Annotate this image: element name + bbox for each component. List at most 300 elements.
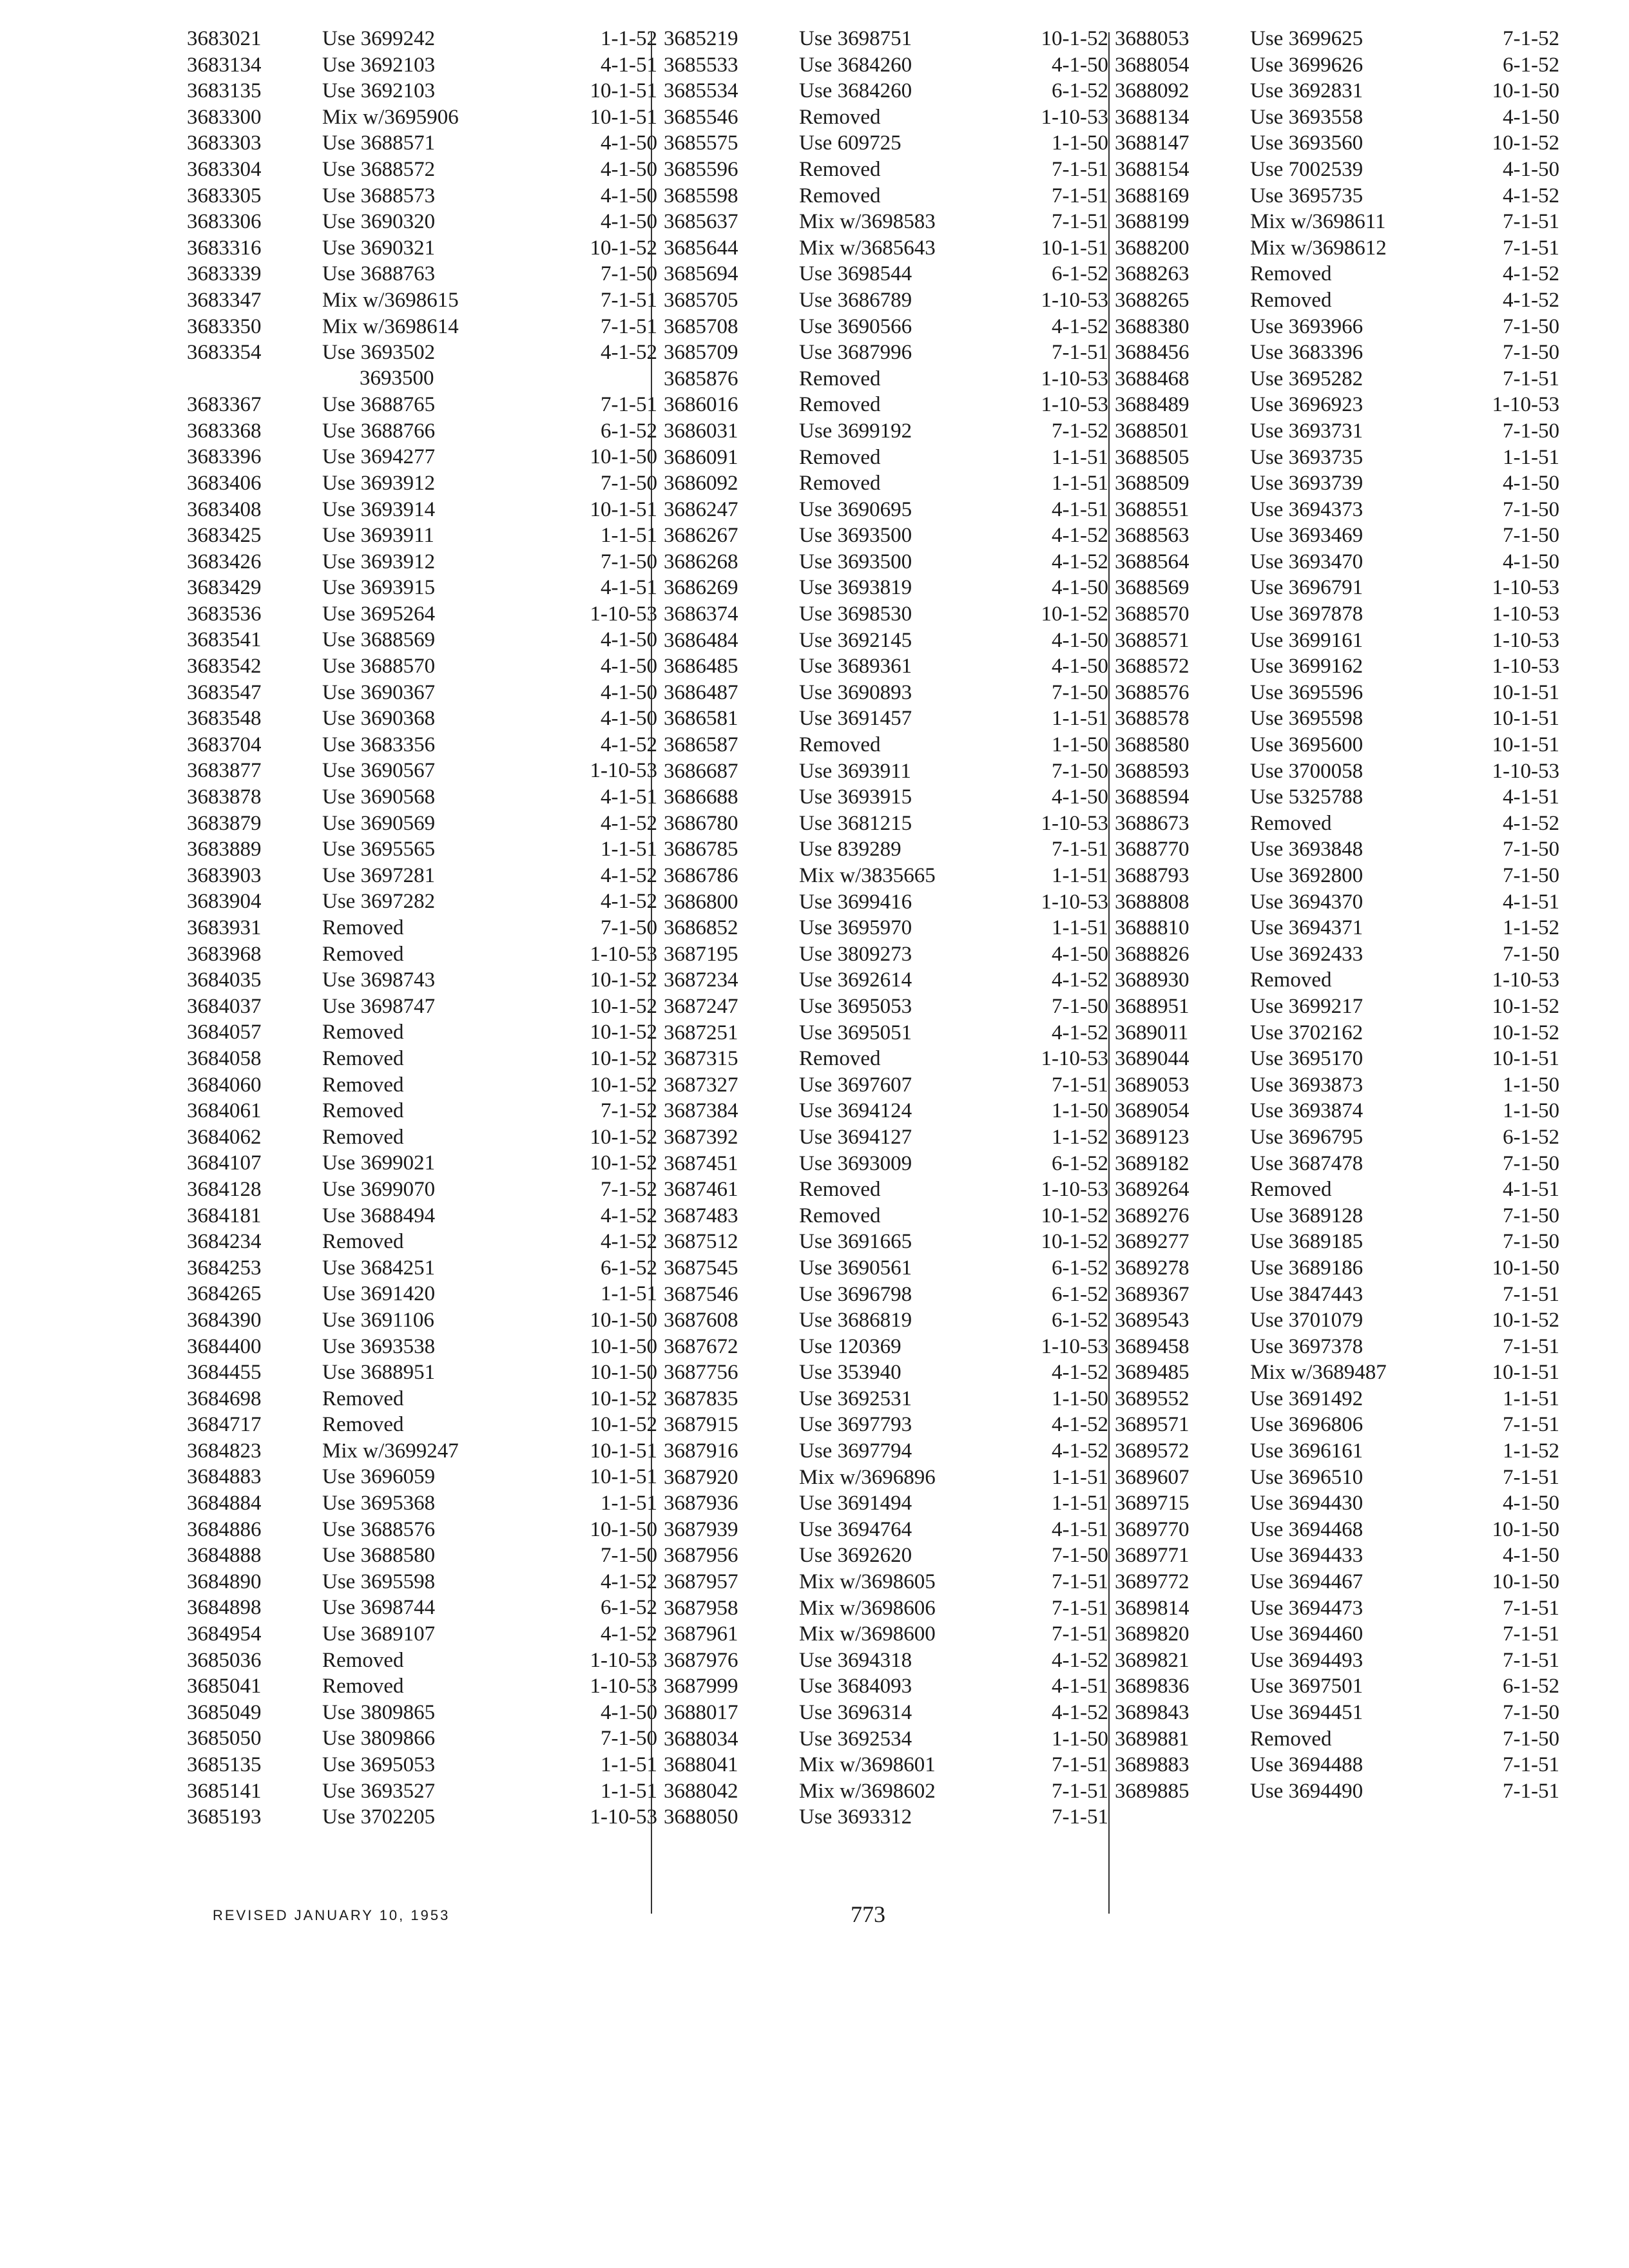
part-number: 3684058 bbox=[187, 1046, 262, 1070]
table-row bbox=[1115, 157, 1559, 183]
replacement-instruction bbox=[799, 497, 1025, 523]
table-row bbox=[1115, 1360, 1559, 1386]
table-row bbox=[664, 1151, 1108, 1177]
instruction-line: Use 3692103 bbox=[322, 53, 436, 77]
effective-date: 4-1-50 bbox=[601, 628, 657, 652]
instruction-line: Mix w/3698600 bbox=[799, 1622, 936, 1646]
replacement-instruction bbox=[799, 601, 1025, 627]
instruction-line: Use 3694430 bbox=[1250, 1492, 1364, 1515]
part-number: 3687384 bbox=[664, 1099, 738, 1123]
table-row bbox=[1115, 1282, 1559, 1308]
table-row bbox=[187, 523, 657, 549]
effective-date: 1-10-53 bbox=[1041, 890, 1108, 914]
effective-date: 7-1-50 bbox=[1052, 1544, 1108, 1568]
instruction-line: Use 3695970 bbox=[799, 916, 912, 940]
effective-date: 1-10-53 bbox=[590, 1648, 657, 1672]
instruction-line: Use 3686819 bbox=[799, 1309, 912, 1332]
effective-date: 7-1-50 bbox=[1503, 838, 1559, 861]
effective-date: 7-1-51 bbox=[1503, 1413, 1559, 1437]
replacement-instruction bbox=[1250, 366, 1476, 392]
part-number: 3683904 bbox=[187, 890, 262, 914]
table-row bbox=[187, 287, 657, 314]
replacement-instruction bbox=[1250, 706, 1476, 731]
part-number: 3685533 bbox=[664, 53, 738, 77]
instruction-line: Use 3809866 bbox=[322, 1727, 436, 1751]
table-row bbox=[187, 261, 657, 287]
revised-date: REVISED JANUARY 10, 1953 bbox=[213, 1907, 450, 1923]
part-number: 3684954 bbox=[187, 1622, 262, 1646]
part-number: 3684061 bbox=[187, 1099, 262, 1123]
table-row bbox=[1115, 967, 1559, 994]
instruction-line: Use 3688573 bbox=[322, 184, 436, 207]
part-number: 3687958 bbox=[664, 1596, 738, 1620]
instruction-line: Use 3697281 bbox=[322, 863, 436, 887]
replacement-instruction bbox=[799, 1307, 1025, 1333]
effective-date: 4-1-50 bbox=[1052, 942, 1108, 966]
effective-date: 1-10-53 bbox=[1492, 576, 1559, 600]
effective-date: 4-1-52 bbox=[1052, 524, 1108, 548]
part-number: 3687672 bbox=[664, 1334, 738, 1358]
replacement-instruction bbox=[799, 1386, 1025, 1412]
instruction-line: Use 3694468 bbox=[1250, 1517, 1364, 1541]
replacement-instruction bbox=[1250, 1700, 1476, 1725]
replacement-instruction bbox=[322, 1778, 574, 1804]
replacement-instruction bbox=[322, 915, 574, 941]
effective-date: 7-1-50 bbox=[601, 1544, 657, 1568]
replacement-instruction bbox=[322, 470, 574, 496]
part-number: 3688380 bbox=[1115, 314, 1190, 338]
instruction-line: Use 3693915 bbox=[322, 576, 436, 600]
part-number: 3687756 bbox=[664, 1361, 738, 1385]
instruction-line: Mix w/3698605 bbox=[799, 1570, 936, 1594]
instruction-line: Use 3693735 bbox=[1250, 445, 1364, 469]
effective-date: 1-1-51 bbox=[1052, 916, 1108, 940]
effective-date: 4-1-52 bbox=[601, 1230, 657, 1254]
instruction-line: Use 3698744 bbox=[322, 1596, 436, 1620]
replacement-instruction bbox=[799, 1282, 1025, 1307]
replacement-instruction bbox=[322, 392, 574, 418]
effective-date: 10-1-50 bbox=[590, 445, 657, 469]
instruction-line: Use 3693469 bbox=[1250, 524, 1364, 548]
table-row bbox=[664, 1334, 1108, 1360]
part-number: 3688489 bbox=[1115, 393, 1190, 417]
table-row bbox=[1115, 26, 1559, 52]
table-row bbox=[187, 1150, 657, 1177]
effective-date: 7-1-50 bbox=[1503, 1701, 1559, 1724]
table-row bbox=[187, 915, 657, 941]
replacement-instruction bbox=[799, 1072, 1025, 1098]
instruction-line: Use 3698743 bbox=[322, 968, 436, 992]
table-row bbox=[1115, 1255, 1559, 1282]
effective-date: 1-1-50 bbox=[1052, 1387, 1108, 1410]
effective-date: 10-1-51 bbox=[1492, 1047, 1559, 1071]
table-row bbox=[1115, 1307, 1559, 1334]
part-number: 3688570 bbox=[1115, 602, 1190, 626]
table-row bbox=[664, 1569, 1108, 1595]
replacement-instruction bbox=[799, 157, 1025, 182]
part-number: 3684390 bbox=[187, 1308, 262, 1332]
replacement-instruction bbox=[322, 1386, 574, 1412]
part-number: 3683367 bbox=[187, 393, 262, 417]
effective-date: 4-1-50 bbox=[601, 680, 657, 704]
instruction-line: Use 3693848 bbox=[1250, 838, 1364, 861]
table-row bbox=[1115, 104, 1559, 131]
part-number: 3683931 bbox=[187, 916, 262, 939]
part-number: 3689883 bbox=[1115, 1753, 1190, 1777]
replacement-instruction bbox=[799, 1046, 1025, 1072]
table-row bbox=[187, 1124, 657, 1151]
part-number: 3683877 bbox=[187, 759, 262, 783]
replacement-instruction bbox=[799, 366, 1025, 392]
instruction-line: Mix w/3696896 bbox=[799, 1465, 936, 1489]
instruction-line: Mix w/3685643 bbox=[799, 236, 936, 260]
table-row bbox=[1115, 680, 1559, 706]
instruction-line: Use 3689186 bbox=[1250, 1256, 1364, 1280]
replacement-instruction bbox=[322, 78, 574, 104]
replacement-instruction bbox=[799, 1569, 1025, 1595]
part-number: 3684057 bbox=[187, 1021, 262, 1044]
table-row bbox=[1115, 1072, 1559, 1099]
part-number: 3683305 bbox=[187, 184, 262, 207]
effective-date: 10-1-50 bbox=[1492, 1570, 1559, 1594]
effective-date: 4-1-50 bbox=[601, 1700, 657, 1724]
instruction-line: Use 3692145 bbox=[799, 628, 912, 652]
parts-index-page bbox=[187, 26, 1559, 1972]
instruction-line: Use 3689107 bbox=[322, 1622, 436, 1646]
effective-date: 10-1-51 bbox=[1492, 707, 1559, 731]
part-number: 3689543 bbox=[1115, 1309, 1190, 1332]
part-number: 3685036 bbox=[187, 1648, 262, 1672]
instruction-line: Use 3699626 bbox=[1250, 53, 1364, 77]
replacement-instruction bbox=[1250, 104, 1476, 130]
effective-date: 4-1-51 bbox=[601, 53, 657, 77]
instruction-line: Removed bbox=[799, 1204, 881, 1227]
replacement-instruction bbox=[322, 1177, 574, 1202]
replacement-instruction bbox=[322, 26, 574, 52]
replacement-instruction bbox=[799, 1203, 1025, 1229]
instruction-line: Use 3695565 bbox=[322, 838, 436, 861]
part-number: 3683536 bbox=[187, 602, 262, 626]
replacement-instruction bbox=[1250, 732, 1476, 758]
table-row bbox=[187, 1595, 657, 1621]
effective-date: 7-1-51 bbox=[1503, 1596, 1559, 1620]
replacement-instruction bbox=[799, 941, 1025, 967]
instruction-line: Use 3697282 bbox=[322, 890, 436, 914]
instruction-line: Use 3695282 bbox=[1250, 367, 1364, 390]
instruction-line: Removed bbox=[799, 1047, 881, 1071]
effective-date: 6-1-52 bbox=[1052, 262, 1108, 286]
part-number: 3687957 bbox=[664, 1570, 738, 1594]
table-row bbox=[1115, 941, 1559, 968]
replacement-instruction bbox=[1250, 1542, 1476, 1568]
table-row bbox=[664, 863, 1108, 889]
effective-date: 6-1-52 bbox=[601, 419, 657, 443]
table-row bbox=[664, 1098, 1108, 1124]
instruction-line: Use 3695600 bbox=[1250, 733, 1364, 757]
part-number: 3688265 bbox=[1115, 288, 1190, 312]
instruction-line: Mix w/3698583 bbox=[799, 210, 936, 234]
replacement-instruction bbox=[322, 627, 574, 653]
effective-date: 1-1-52 bbox=[601, 27, 657, 50]
instruction-line: Use 3693912 bbox=[322, 471, 436, 495]
instruction-line: Removed bbox=[322, 1021, 404, 1044]
instruction-line: Use 3692831 bbox=[1250, 79, 1364, 103]
table-row bbox=[664, 104, 1108, 131]
replacement-instruction bbox=[1250, 758, 1476, 784]
table-row bbox=[187, 1517, 657, 1543]
effective-date: 7-1-51 bbox=[1503, 1779, 1559, 1803]
effective-date: 4-1-50 bbox=[1503, 105, 1559, 129]
instruction-line: Use 3694373 bbox=[1250, 497, 1364, 521]
table-row bbox=[664, 1046, 1108, 1072]
table-row bbox=[187, 863, 657, 889]
instruction-line: Removed bbox=[322, 916, 404, 939]
instruction-line: Removed bbox=[322, 1413, 404, 1437]
table-row bbox=[1115, 1438, 1559, 1465]
instruction-line: Use 3690893 bbox=[799, 680, 912, 704]
table-row bbox=[1115, 523, 1559, 549]
table-row bbox=[1115, 889, 1559, 916]
instruction-line: Removed bbox=[1250, 968, 1332, 992]
effective-date: 10-1-52 bbox=[1492, 131, 1559, 155]
replacement-instruction bbox=[322, 497, 574, 523]
replacement-instruction bbox=[322, 1648, 574, 1673]
effective-date: 4-1-50 bbox=[1052, 655, 1108, 678]
effective-date: 1-1-51 bbox=[1052, 1492, 1108, 1515]
table-row bbox=[187, 1648, 657, 1674]
table-row bbox=[664, 1673, 1108, 1700]
table-row bbox=[187, 235, 657, 262]
replacement-instruction bbox=[1250, 628, 1476, 653]
replacement-instruction bbox=[322, 1700, 574, 1725]
effective-date: 10-1-52 bbox=[590, 994, 657, 1018]
part-number: 3685598 bbox=[664, 184, 738, 207]
table-row bbox=[187, 130, 657, 157]
table-row bbox=[187, 601, 657, 628]
table-row bbox=[187, 26, 657, 52]
replacement-instruction bbox=[799, 1752, 1025, 1778]
part-number: 3689053 bbox=[1115, 1073, 1190, 1097]
effective-date: 7-1-52 bbox=[1052, 419, 1108, 443]
part-number: 3688501 bbox=[1115, 419, 1190, 443]
part-number: 3688810 bbox=[1115, 916, 1190, 940]
part-number: 3687327 bbox=[664, 1073, 738, 1097]
replacement-instruction bbox=[799, 287, 1025, 313]
table-row bbox=[187, 758, 657, 784]
part-number: 3688509 bbox=[1115, 472, 1190, 495]
effective-date: 7-1-51 bbox=[1503, 367, 1559, 390]
replacement-instruction bbox=[322, 706, 574, 731]
table-row bbox=[187, 732, 657, 758]
table-row bbox=[187, 1046, 657, 1072]
table-row bbox=[664, 1595, 1108, 1622]
instruction-line: Use 3699162 bbox=[1250, 655, 1364, 678]
instruction-line: Use 3694124 bbox=[799, 1099, 912, 1123]
part-number: 3685596 bbox=[664, 157, 738, 181]
replacement-instruction bbox=[1250, 836, 1476, 862]
table-row bbox=[187, 340, 657, 392]
replacement-instruction bbox=[799, 1360, 1025, 1385]
instruction-line: Use 3694493 bbox=[1250, 1648, 1364, 1672]
replacement-instruction bbox=[1250, 287, 1476, 313]
instruction-line: Use 3693914 bbox=[322, 497, 436, 521]
table-row bbox=[187, 994, 657, 1020]
replacement-instruction bbox=[322, 1098, 574, 1124]
part-number: 3689572 bbox=[1115, 1439, 1190, 1463]
part-number: 3686485 bbox=[664, 655, 738, 678]
replacement-instruction bbox=[322, 1752, 574, 1778]
instruction-line: Use 3699217 bbox=[1250, 994, 1364, 1018]
replacement-instruction bbox=[799, 130, 1025, 156]
instruction-line: Use 3688763 bbox=[322, 262, 436, 286]
part-number: 3685644 bbox=[664, 236, 738, 260]
effective-date: 7-1-51 bbox=[1503, 1334, 1559, 1358]
instruction-line: Use 3695051 bbox=[799, 1021, 912, 1044]
part-number: 3685637 bbox=[664, 210, 738, 234]
replacement-instruction bbox=[1250, 52, 1476, 78]
part-number: 3688551 bbox=[1115, 497, 1190, 521]
replacement-instruction bbox=[1250, 889, 1476, 915]
instruction-line: Use 3694473 bbox=[1250, 1596, 1364, 1620]
instruction-line: Use 3688569 bbox=[322, 628, 436, 652]
instruction-line: Removed bbox=[1250, 262, 1332, 286]
table-row bbox=[1115, 1490, 1559, 1517]
instruction-line: Removed bbox=[322, 1675, 404, 1698]
effective-date: 4-1-52 bbox=[601, 1622, 657, 1646]
table-row bbox=[1115, 628, 1559, 654]
effective-date: 7-1-50 bbox=[1052, 680, 1108, 704]
table-row bbox=[664, 78, 1108, 104]
instruction-line: Use 3699416 bbox=[799, 890, 912, 914]
effective-date: 4-1-50 bbox=[1503, 1492, 1559, 1515]
effective-date: 10-1-50 bbox=[590, 1517, 657, 1541]
effective-date: 4-1-50 bbox=[1503, 550, 1559, 573]
instruction-line: Use 3692614 bbox=[799, 968, 912, 992]
table-row bbox=[1115, 1177, 1559, 1203]
part-number: 3684898 bbox=[187, 1596, 262, 1620]
instruction-line: Use 120369 bbox=[799, 1334, 901, 1358]
table-row bbox=[187, 444, 657, 470]
table-row bbox=[1115, 601, 1559, 628]
instruction-line: Use 3702205 bbox=[322, 1805, 436, 1829]
table-row bbox=[1115, 392, 1559, 418]
replacement-instruction bbox=[1250, 941, 1476, 967]
effective-date: 7-1-51 bbox=[1052, 838, 1108, 861]
effective-date: 10-1-52 bbox=[1041, 602, 1108, 626]
instruction-line: Use 3688494 bbox=[322, 1204, 436, 1227]
table-row bbox=[1115, 1648, 1559, 1674]
replacement-instruction bbox=[322, 261, 574, 287]
replacement-instruction bbox=[322, 784, 574, 810]
effective-date: 4-1-51 bbox=[1503, 785, 1559, 809]
replacement-instruction bbox=[1250, 1229, 1476, 1254]
table-row bbox=[187, 811, 657, 837]
effective-date: 4-1-52 bbox=[1503, 184, 1559, 207]
effective-date: 1-10-53 bbox=[1041, 105, 1108, 129]
replacement-instruction bbox=[322, 1673, 574, 1699]
instruction-line: Use 3698747 bbox=[322, 994, 436, 1018]
effective-date: 4-1-52 bbox=[1503, 811, 1559, 835]
effective-date: 1-10-53 bbox=[1492, 602, 1559, 626]
table-row bbox=[664, 261, 1108, 287]
replacement-instruction bbox=[799, 732, 1025, 758]
part-number: 3684234 bbox=[187, 1230, 262, 1254]
instruction-line: Use 3694370 bbox=[1250, 890, 1364, 914]
part-number: 3688572 bbox=[1115, 655, 1190, 678]
table-row bbox=[187, 549, 657, 575]
part-number: 3688147 bbox=[1115, 131, 1190, 155]
part-number: 3683903 bbox=[187, 863, 262, 887]
effective-date: 1-1-51 bbox=[1052, 472, 1108, 495]
replacement-instruction bbox=[322, 1307, 574, 1333]
part-number: 3687961 bbox=[664, 1622, 738, 1646]
replacement-instruction bbox=[322, 1490, 574, 1516]
part-number: 3688564 bbox=[1115, 550, 1190, 573]
instruction-line: Use 3690695 bbox=[799, 497, 912, 521]
table-row bbox=[187, 392, 657, 418]
replacement-instruction bbox=[1250, 183, 1476, 209]
part-number: 3686267 bbox=[664, 524, 738, 548]
instruction-line: Use 3695053 bbox=[799, 994, 912, 1018]
table-row bbox=[1115, 52, 1559, 79]
part-number: 3687512 bbox=[664, 1230, 738, 1254]
table-row bbox=[1115, 1542, 1559, 1569]
replacement-instruction bbox=[1250, 523, 1476, 548]
replacement-instruction bbox=[322, 1804, 574, 1830]
effective-date: 7-1-51 bbox=[601, 314, 657, 338]
part-number: 3685694 bbox=[664, 262, 738, 286]
part-number: 3688951 bbox=[1115, 994, 1190, 1018]
part-number: 3686092 bbox=[664, 472, 738, 495]
replacement-instruction bbox=[799, 1700, 1025, 1725]
instruction-line: Use 3696059 bbox=[322, 1465, 436, 1489]
effective-date: 7-1-52 bbox=[601, 1177, 657, 1201]
instruction-line: Removed bbox=[1250, 1727, 1332, 1751]
effective-date: 1-10-53 bbox=[1041, 367, 1108, 390]
table-row bbox=[664, 575, 1108, 601]
table-row bbox=[664, 445, 1108, 471]
part-number: 3683408 bbox=[187, 497, 262, 521]
instruction-line: Removed bbox=[799, 367, 881, 390]
effective-date: 1-10-53 bbox=[1492, 393, 1559, 417]
instruction-line: Use 3698530 bbox=[799, 602, 912, 626]
effective-date: 7-1-50 bbox=[1052, 994, 1108, 1018]
instruction-line: Use 5325788 bbox=[1250, 785, 1364, 809]
instruction-line: Use 3688572 bbox=[322, 157, 436, 181]
replacement-instruction bbox=[799, 1334, 1025, 1360]
part-number: 3688199 bbox=[1115, 210, 1190, 234]
table-row bbox=[664, 1020, 1108, 1046]
table-row bbox=[664, 732, 1108, 758]
replacement-instruction bbox=[799, 706, 1025, 731]
instruction-line: Use 353940 bbox=[799, 1361, 901, 1385]
part-number: 3683548 bbox=[187, 707, 262, 731]
part-number: 3684823 bbox=[187, 1439, 262, 1463]
table-row bbox=[664, 523, 1108, 549]
column-divider bbox=[1108, 32, 1110, 1914]
part-number: 3688017 bbox=[664, 1701, 738, 1724]
part-number: 3684890 bbox=[187, 1570, 262, 1593]
replacement-instruction bbox=[1250, 1203, 1476, 1229]
instruction-line: Use 3684251 bbox=[322, 1256, 436, 1280]
instruction-line: Use 3687478 bbox=[1250, 1151, 1364, 1175]
table-row bbox=[187, 183, 657, 209]
effective-date: 7-1-51 bbox=[1503, 1465, 1559, 1489]
replacement-instruction bbox=[322, 104, 574, 130]
part-number: 3683396 bbox=[187, 445, 262, 469]
replacement-instruction bbox=[322, 1203, 574, 1229]
instruction-line: Use 3696161 bbox=[1250, 1439, 1364, 1463]
